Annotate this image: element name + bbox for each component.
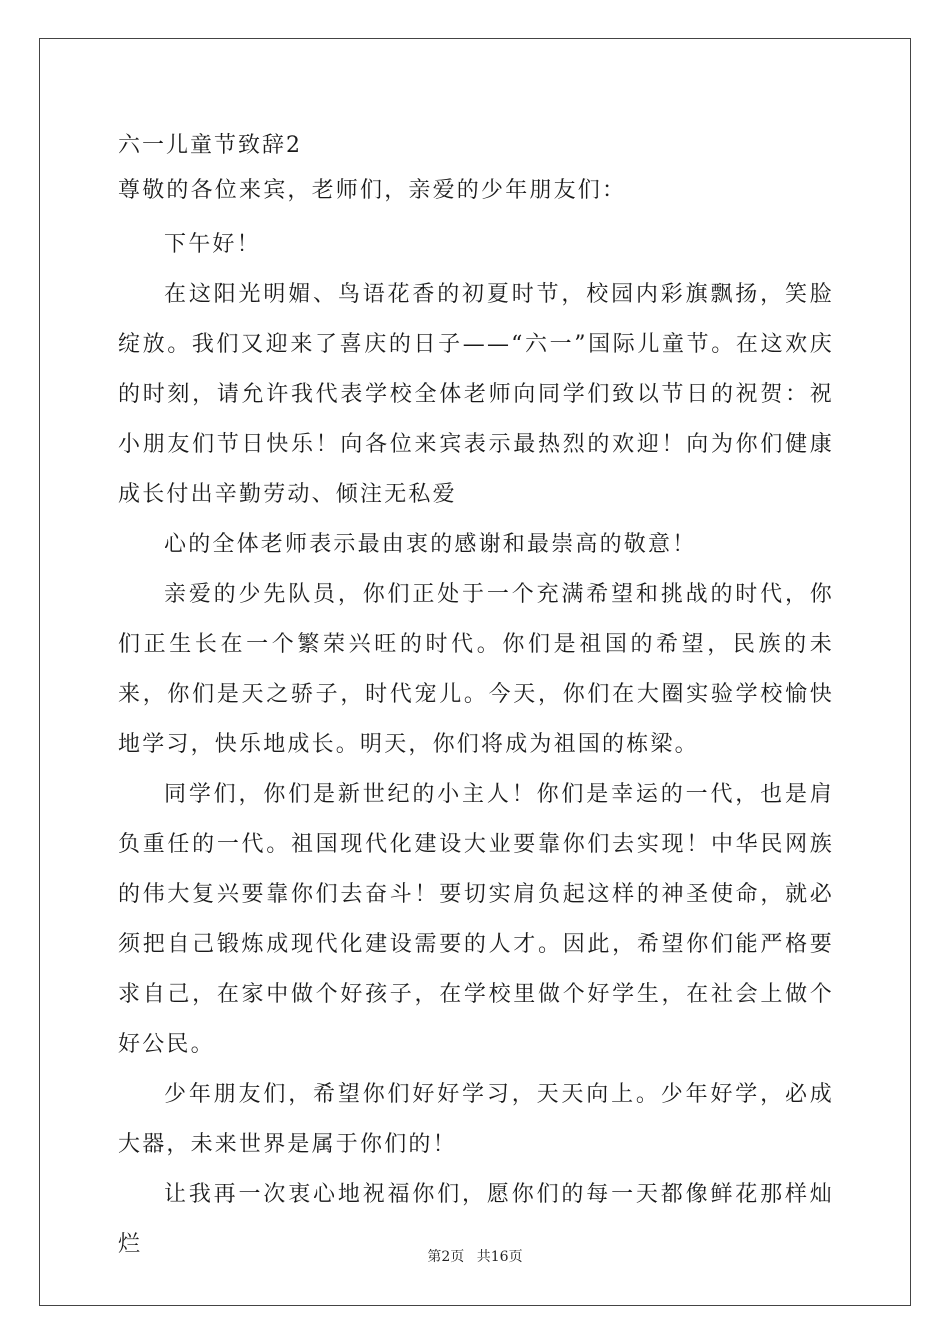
page-number: 第2页 xyxy=(427,1249,465,1265)
paragraph-youth: 少年朋友们，希望你们好好学习，天天向上。少年好学，必成大器，未来世界是属于你们的！ xyxy=(118,1082,834,1157)
paragraph-blessing: 让我再一次衷心地祝福你们，愿你们的每一天都像鲜花那样灿烂 xyxy=(118,1182,834,1257)
paragraph-students: 同学们，你们是新世纪的小主人！你们是幸运的一代，也是肩负重任的一代。祖国现代化建设大业要靠你们去实现！中华民网族的伟大复兴要靠你们去奋斗！要切实肩负起这样的神圣使命，就必须把自己锻炼成现代化建设需要的人才。因此，希望你们能严格要求自己，在家中做个好孩子，在学校里做个好学生，在社会上做个好公民。 xyxy=(118,782,834,1057)
paragraph-thanks: 心的全体老师表示最由衷的感谢和最崇高的敬意！ xyxy=(164,532,697,557)
paragraph-greeting: 下午好！ xyxy=(164,232,261,257)
paragraph-pioneers: 亲爱的少先队员，你们正处于一个充满希望和挑战的时代，你们正生长在一个繁荣兴旺的时代。你们是祖国的希望，民族的未来，你们是天之骄子，时代宠儿。今天，你们在大圈实验学校愉快地学习，快乐地成长。明天，你们将成为祖国的栋梁。 xyxy=(118,582,834,757)
paragraph-opening: 在这阳光明媚、鸟语花香的初夏时节，校园内彩旗飘扬，笑脸绽放。我们又迎来了喜庆的日子——“六一”国际儿童节。在这欢庆的时刻，请允许我代表学校全体老师向同学们致以节日的祝贺：祝小朋友们节日快乐！向各位来宾表示最热烈的欢迎！向为你们健康成长付出辛勤劳动、倾注无私爱 xyxy=(118,282,834,507)
document-title: 六一儿童节致辞2 xyxy=(118,133,302,158)
salutation: 尊敬的各位来宾，老师们，亲爱的少年朋友们： xyxy=(118,178,627,203)
page-total: 共16页 xyxy=(476,1249,523,1265)
document-body xyxy=(118,128,834,1270)
page-footer xyxy=(0,1246,950,1266)
